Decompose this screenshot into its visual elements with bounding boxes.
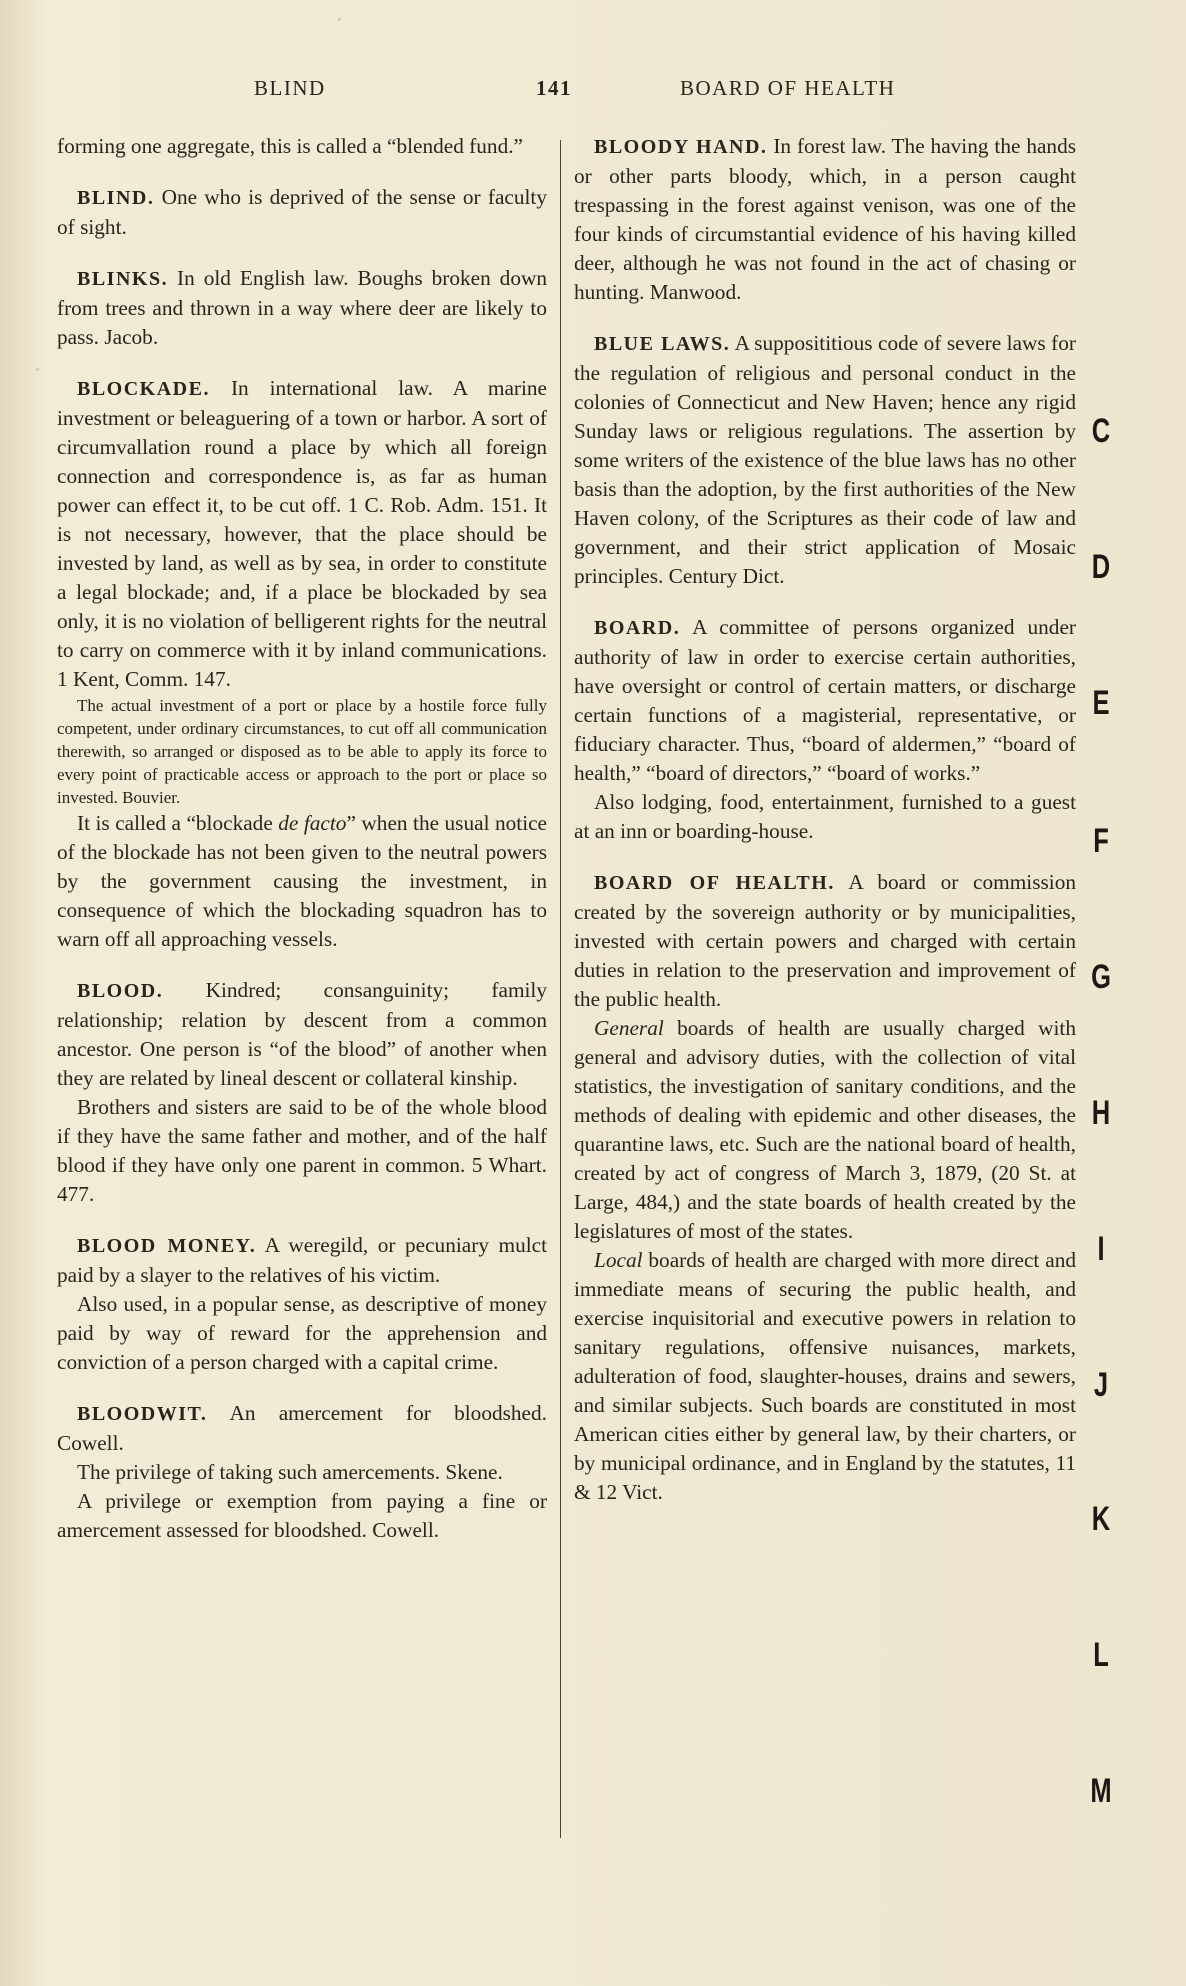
entry-blockade [57,374,547,954]
thumb-index [1084,0,1124,1986]
thumb-index-letter-i[interactable]: I [1097,1230,1105,1268]
column-divider [560,140,561,1838]
page-number: 141 [536,76,572,100]
entry-italic: General [594,1016,664,1040]
entry-text: In forest law. The having the hands or other parts bloody, which, in a person caught trespassing in the forest against venison, was one of the four kinds of circumstantial evidence of his having killed deer, although he was not found in the act of chasing or hunting. Manwood. [574,134,1077,304]
entry-text: ” when the usual notice of the blockade has not been given to the neutral powers by the government causing the investment, in consequence of which the blockading squadron has to warn off all approaching vessels. [57,811,548,951]
entry-term: BLUE LAWS. [594,333,731,355]
right-column [574,132,1076,1529]
entry-text: A committee of persons organized under authority of law in order to exercise certain authorities, have oversight or control of certain matters, or discharge certain functions of a magisterial, representative, or fiduciary character. Thus, “board of aldermen,” “board of health,” “board of directors,” “board of works.” [574,615,1076,785]
entry-blood-money [57,1231,547,1377]
entry-italic: Local [594,1248,643,1272]
entry-text: Kindred; consanguinity; family relationship; relation by descent from a common ancestor. One person is “of the blood” of another when they are related by lineal descent or collateral kinship. [57,978,547,1090]
thumb-index-letter-e[interactable]: E [1092,684,1110,722]
entry-board-of-health [574,868,1076,1507]
entry-text: An amercement for bloodshed. Cowell. [57,1401,547,1455]
entry-text: A privilege or exemption from paying a fine or amercement assessed for bloodshed. Cowell. [57,1489,547,1542]
thumb-index-letter-k[interactable]: K [1091,1500,1111,1538]
entry-term: BLOODY HAND. [594,136,768,158]
thumb-index-letter-m[interactable]: M [1090,1772,1112,1810]
entry-text: In international law. A marine investment or beleaguering of a town or harbor. A sort of circumvallation round a place by which all foreign connection and correspondence is, as far as human power can effect it, to be cut off. 1 C. Rob. Adm. 151. It is not necessary, however, that the place should be invested by land, as well as by sea, in order to constitute a legal blockade; and, if a place be blockaded by sea only, it is no violation of belligerent rights for the neutral to carry on commerce with it by inland communications. 1 Kent, Comm. 147. [57,376,548,691]
thumb-index-letter-g[interactable]: G [1091,958,1111,996]
header-left-word: BLIND [254,76,326,100]
entry-text: Also used, in a popular sense, as descriptive of money paid by way of reward for the apprehension and conviction of a person charged with a capital crime. [57,1292,547,1374]
entry-term: BLINKS. [77,268,169,290]
entry-board [574,613,1076,846]
entry-text: One who is deprived of the sense or faculty of sight. [57,185,547,239]
header-right-word: BOARD OF HEALTH [680,76,896,100]
entry-term: BLIND. [77,187,155,209]
entry-text: A weregild, or pecuniary mulct paid by a slayer to the relatives of his victim. [57,1233,547,1287]
entry-italic: de facto [278,811,347,835]
entry-text: boards of health are charged with more direct and immediate means of securing the public health, and exercise inquisitorial and executive powers in relation to sanitary regulations, offensive nuisances, markets, adulteration of food, slaughter-houses, drains and sewers, and similar subjects. Such boards are constituted in most American cities either by general law, by their charters, or by municipal ordinance, and in England by the statutes, 11 & 12 Vict. [574,1248,1076,1504]
left-column [57,132,547,1567]
entry-note: The actual investment of a port or place by a hostile force fully competent, under ordinary circumstances, to cut off all communication therewith, so arranged or disposed as to be able to apply its force to every point of practicable access or approach to the port or place so invested. Bouvier. [57,696,547,807]
entry-text: A supposititious code of severe laws for the regulation of religious and personal conduct in the colonies of Connecticut and New Haven; hence any rigid Sunday laws or religious regulations. The assertion by some writers of the existence of the blue laws has no other basis than the adoption, by the first authorities of the New Haven colony, of the Scriptures as their code of law and government, and their strict application of Mosaic principles. Century Dict. [574,331,1076,588]
entry-term: BLOOD MONEY. [77,1235,257,1257]
thumb-index-letter-d[interactable]: D [1091,548,1111,586]
entry-blood [57,976,547,1209]
entry-text: A board or commission created by the sovereign authority or by municipalities, invested with certain powers and charged with certain duties in relation to the preservation and improvement of the public health. [574,870,1076,1011]
entry-term: BLOCKADE. [77,378,210,400]
thumb-index-letter-c[interactable]: C [1091,412,1111,450]
running-header [0,76,1186,110]
thumb-index-letter-h[interactable]: H [1091,1094,1111,1132]
entry-term: BLOODWIT. [77,1403,208,1425]
entry-bloodwit [57,1399,547,1545]
entry-term: BOARD OF HEALTH. [594,872,835,894]
entry-text: boards of health are usually charged with general and advisory duties, with the collection of vital statistics, the investigation of sanitary conditions, and the methods of dealing with epidemic and other diseases, the quarantine laws, etc. Such are the national board of health, created by act of congress of March 3, 1879, (20 St. at Large, 484,) and the state boards of health created by the legislatures of most of the states. [574,1016,1076,1243]
entry-term: BOARD. [594,617,681,639]
entry-continuation [57,132,547,161]
entry-text: Also lodging, food, entertainment, furnished to a guest at an inn or boarding-house. [574,790,1076,843]
entry-blue-laws [574,329,1076,591]
entry-text: forming one aggregate, this is called a “blended fund.” [57,134,523,158]
entry-text: The privilege of taking such amercements. Skene. [77,1460,503,1484]
thumb-index-letter-l[interactable]: L [1093,1636,1109,1674]
thumb-index-letter-j[interactable]: J [1093,1366,1109,1404]
entry-blind [57,183,547,242]
entry-text: In old English law. Boughs broken down from trees and thrown in a way where deer are likely to pass. Jacob. [57,266,547,349]
entry-term: BLOOD. [77,980,164,1002]
thumb-index-letter-f[interactable]: F [1093,822,1109,860]
entry-text: It is called a “blockade [77,811,279,835]
entry-text: Brothers and sisters are said to be of the whole blood if they have the same father and mother, and of the half blood if they have only one parent in common. 5 Whart. 477. [57,1095,547,1206]
entry-blinks [57,264,547,352]
entry-bloody-hand [574,132,1076,307]
